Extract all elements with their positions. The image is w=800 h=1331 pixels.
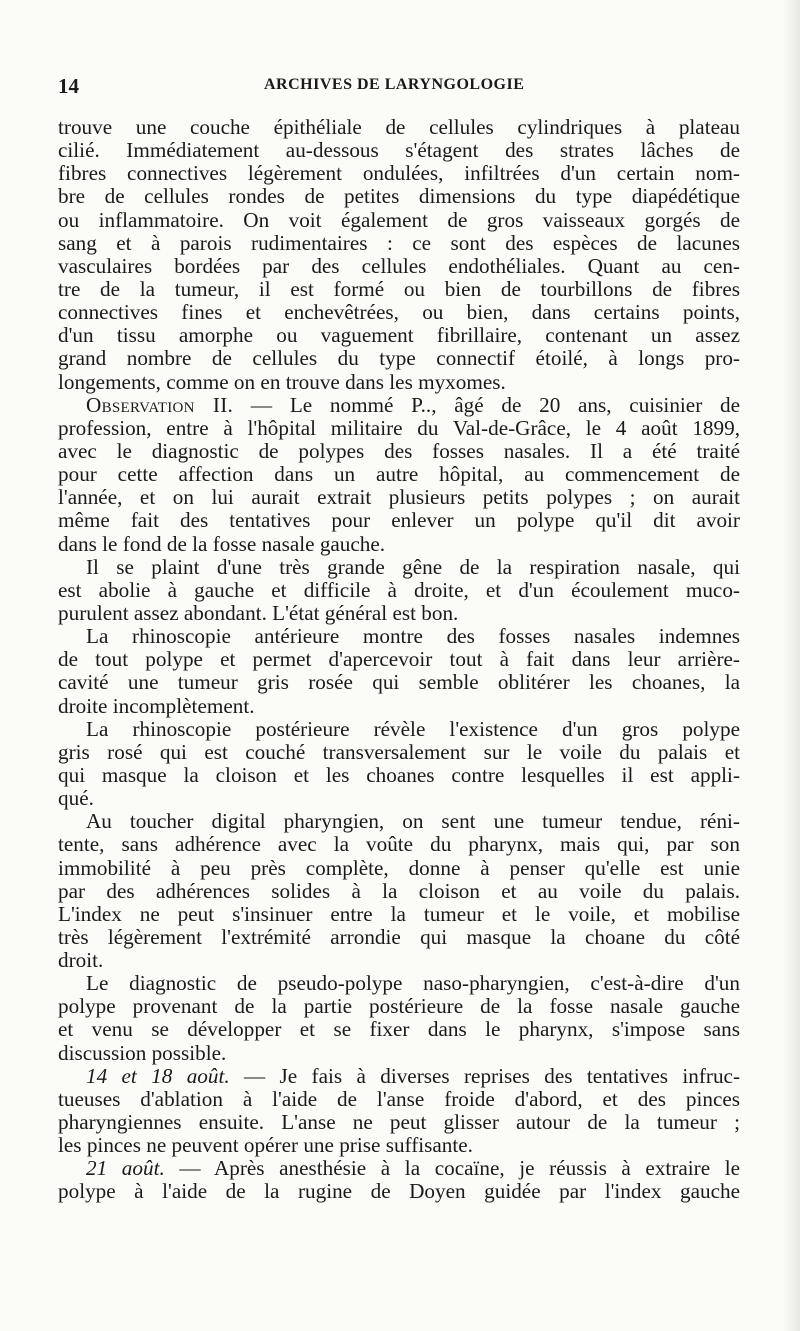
text-line: Il se plaint d'une très grande gêne de la respiration nasale, qui bbox=[86, 555, 740, 579]
text-line: La rhinoscopie antérieure montre des fosses nasales indemnes bbox=[86, 625, 740, 649]
running-head: ARCHIVES DE LARYNGOLOGIE bbox=[264, 76, 525, 93]
date-label: 21 août. bbox=[86, 1157, 165, 1181]
text-line: tre de la tumeur, il est formé ou bien de tourbillons de fibres bbox=[58, 277, 740, 301]
page-number: 14 bbox=[58, 74, 79, 98]
text-segment: — Je fais à diverses reprises des tentatives infruc- bbox=[244, 1064, 740, 1088]
text-line: avec le diagnostic de polypes des fosses nasales. Il a été traité bbox=[58, 439, 740, 463]
page-header bbox=[58, 74, 742, 98]
text-line: longements, comme on en trouve dans les myxomes. bbox=[58, 370, 506, 394]
text-line: discussion possible. bbox=[58, 1041, 227, 1065]
text-line: L'index ne peut s'insinuer entre la tumeur et le voile, et mobilise bbox=[58, 902, 740, 926]
text-line: les pinces ne peuvent opérer une prise suffisante. bbox=[58, 1134, 473, 1158]
text-line: est abolie à gauche et difficile à droite, et d'un écoulement muco- bbox=[58, 578, 740, 602]
text-line: gris rosé qui est couché transversalement sur le voile du palais et bbox=[58, 740, 740, 764]
text-line: grand nombre de cellules du type connectif étoilé, à longs pro- bbox=[58, 347, 740, 371]
text-line: même fait des tentatives pour enlever un polype qu'il dit avoir bbox=[58, 509, 740, 533]
date-label: 14 et 18 août. bbox=[86, 1064, 230, 1088]
body-text bbox=[58, 116, 740, 1204]
observation-line bbox=[58, 394, 740, 417]
text-line: Le diagnostic de pseudo-polype naso-pharyngien, c'est-à-dire d'un bbox=[86, 972, 740, 996]
text-line: sang et à parois rudimentaires : ce sont des espèces de lacunes bbox=[58, 231, 740, 255]
text-line: fibres connectives légèrement ondulées, infiltrées d'un certain nom- bbox=[58, 162, 740, 186]
text-line: qué. bbox=[58, 787, 94, 811]
text-line: pour cette affection dans un autre hôpital, au commencement de bbox=[58, 463, 740, 487]
text-line: ou inflammatoire. On voit également de gros vaisseaux gorgés de bbox=[58, 208, 740, 232]
text-line: droit. bbox=[58, 949, 104, 973]
text-line: l'année, et on lui aurait extrait plusieurs petits polypes ; on aurait bbox=[58, 486, 740, 510]
text-line: qui masque la cloison et les choanes contre lesquelles il est appli- bbox=[58, 763, 740, 787]
text-line: purulent assez abondant. L'état général est bon. bbox=[58, 601, 459, 625]
text-line: cavité une tumeur gris rosée qui semble oblitérer les choanes, la bbox=[58, 671, 740, 695]
text-segment: — Après anesthésie à la cocaïne, je réussis à extraire le bbox=[179, 1157, 740, 1181]
text-line: tueuses d'ablation à l'aide de l'anse froide d'abord, et des pinces bbox=[58, 1087, 740, 1111]
text-line: polype provenant de la partie postérieure de la fosse nasale gauche bbox=[58, 995, 740, 1019]
text-line: très légèrement l'extrémité arrondie qui masque la choane du côté bbox=[58, 925, 740, 949]
text-line: connectives fines et enchevêtrées, ou bien, dans certains points, bbox=[58, 301, 740, 325]
page-edge-shadow bbox=[782, 0, 800, 1331]
text-line: immobilité à peu près complète, donne à penser qu'elle est unie bbox=[58, 856, 740, 880]
dated-line bbox=[58, 1065, 740, 1088]
text-line: d'un tissu amorphe ou vaguement fibrillaire, contenant un assez bbox=[58, 324, 740, 348]
text-line: La rhinoscopie postérieure révèle l'existence d'un gros polype bbox=[86, 717, 740, 741]
text-line: et venu se développer et se fixer dans le pharynx, s'impose sans bbox=[58, 1018, 740, 1042]
observation-label: Observation II. bbox=[86, 393, 234, 417]
text-line: profession, entre à l'hôpital militaire du Val-de-Grâce, le 4 août 1899, bbox=[58, 416, 740, 440]
text-line: trouve une couche épithéliale de cellules cylindriques à plateau bbox=[58, 116, 740, 139]
text-segment: — Le nommé P.., âgé de 20 ans, cuisinier de bbox=[250, 393, 740, 417]
text-line: droite incomplètement. bbox=[58, 694, 255, 718]
text-line: polype à l'aide de la rugine de Doyen guidée par l'index gauche bbox=[58, 1180, 740, 1204]
text-line: vasculaires bordées par des cellules endothéliales. Quant au cen- bbox=[58, 254, 740, 278]
text-line: dans le fond de la fosse nasale gauche. bbox=[58, 532, 386, 556]
text-line: bre de cellules rondes de petites dimensions du type diapédétique bbox=[58, 185, 740, 209]
text-line: tente, sans adhérence avec la voûte du pharynx, mais qui, par son bbox=[58, 833, 740, 857]
text-line: par des adhérences solides à la cloison et au voile du palais. bbox=[58, 879, 740, 903]
text-line: Au toucher digital pharyngien, on sent une tumeur tendue, réni- bbox=[86, 810, 740, 834]
dated-line bbox=[58, 1157, 740, 1180]
text-line: cilié. Immédiatement au-dessous s'étagent des strates lâches de bbox=[58, 139, 740, 163]
text-line: de tout polype et permet d'apercevoir tout à fait dans leur arrière- bbox=[58, 648, 740, 672]
text-line: pharyngiennes ensuite. L'anse ne peut glisser autour de la tumeur ; bbox=[58, 1111, 740, 1135]
